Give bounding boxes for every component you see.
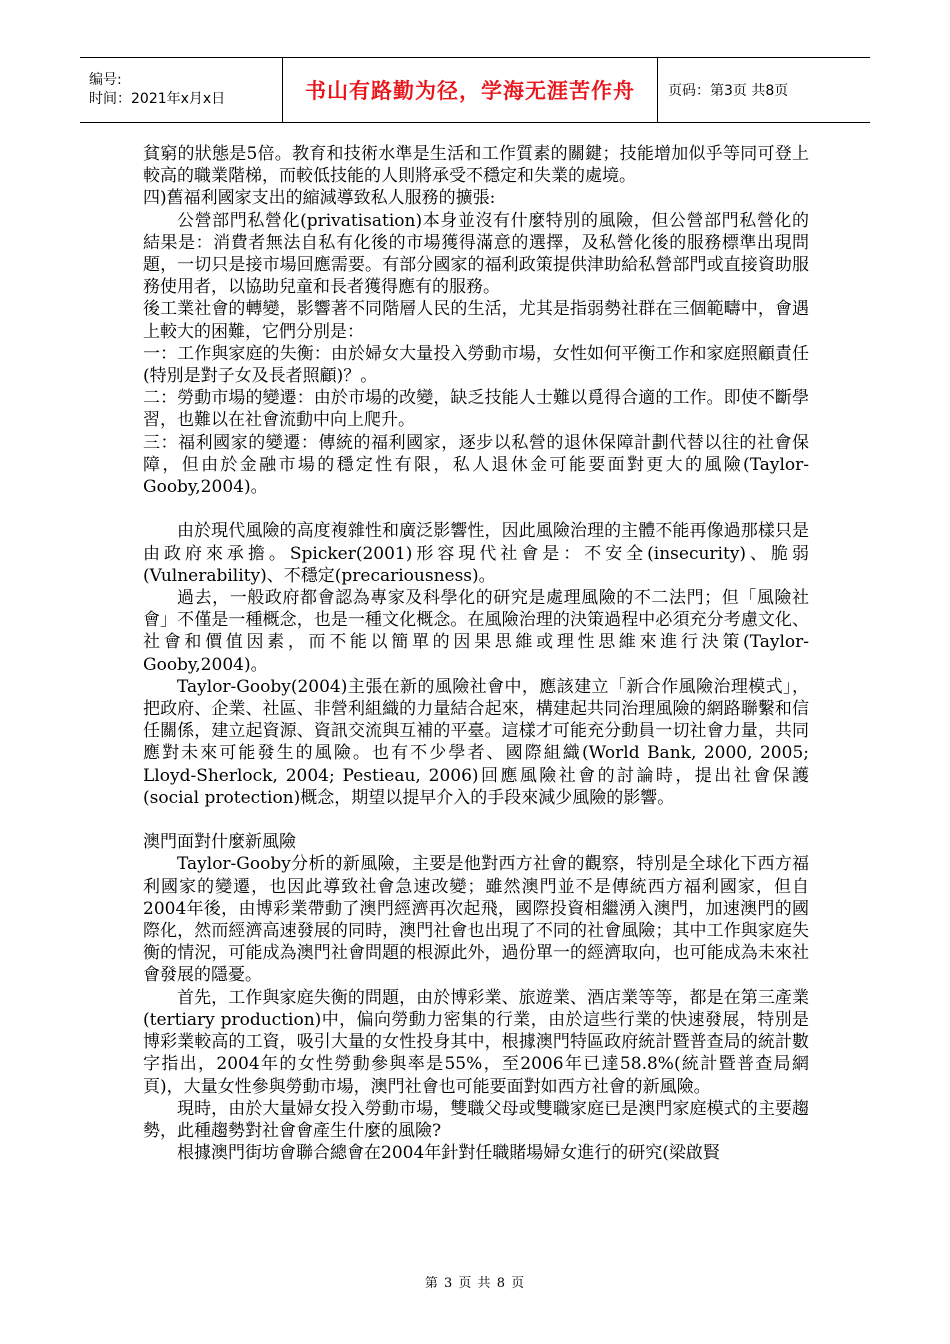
blank-line [143, 809, 809, 831]
body-paragraph: Taylor-Gooby分析的新風險，主要是他對西方社會的觀察，特別是全球化下西方福利國家的變遷，也因此導致社會急速改變；雖然澳門並不是傳統西方福利國家，但自2004年後，由博彩業帶動了澳門經濟再次起飛，國際投資相繼湧入澳門，加速澳門的國際化，然而經濟高速發展的同時，澳門社會也出現了不同的社會風險；其中工作與家庭失衡的情況，可能成為澳門社會問題的根源此外，過份單一的經濟取向，也可能成為未來社會發展的隱憂。 [143, 854, 809, 986]
header-page-info: 页码：第3页 共8页 [668, 83, 789, 99]
body-paragraph: 貧窮的狀態是5倍。教育和技術水準是生活和工作質素的關鍵；技能增加似乎等同可登上較高的職業階梯，而較低技能的人則將承受不穩定和失業的處境。 [143, 144, 809, 187]
body-paragraph: 現時，由於大量婦女投入勞動市場，雙職父母或雙職家庭已是澳門家庭模式的主要趨勢，此種趨勢對社會會產生什麼的風險? [143, 1098, 809, 1141]
document-body [143, 143, 809, 1164]
body-paragraph: 過去，一般政府都會認為專家及科學化的研究是處理風險的不二法門；但「風險社會」不僅是一種概念，也是一種文化概念。在風險治理的決策過程中必須充分考慮文化、社會和價值因素，而不能以簡單的因果思維或理性思維來進行決策(Taylor-Gooby,2004)。 [143, 588, 809, 675]
list-item: 二：勞動市場的變遷：由於市場的改變，缺乏技能人士難以覓得合適的工作。即使不斷學習，也難以在社會流動中向上爬升。 [143, 388, 809, 431]
document-number-label: 编号: [89, 72, 122, 88]
section-heading: 四)舊福利國家支出的縮減導致私人服務的擴張: [143, 188, 496, 209]
section-heading: 澳門面對什麼新風險 [143, 832, 296, 853]
body-paragraph: 後工業社會的轉變，影響著不同階層人民的生活，尤其是指弱勢社群在三個範疇中，會遇上較大的困難，它們分別是： [143, 299, 809, 342]
list-item: 一：工作與家庭的失衡：由於婦女大量投入勞動市場，女性如何平衡工作和家庭照顧責任(特別是對子女及長者照顧)？。 [143, 343, 809, 387]
page-header [80, 57, 870, 123]
blank-line [143, 498, 809, 520]
header-meta [80, 58, 282, 122]
list-item: 三：福利國家的變遷：傳統的福利國家，逐步以私營的退休保障計劃代替以往的社會保障，但由於金融市場的穩定性有限，私人退休金可能要面對更大的風險(Taylor-Gooby,2004)。 [143, 432, 809, 498]
header-motto: 书山有路勤为径，学海无涯苦作舟 [282, 58, 658, 122]
page-footer: 第 3 页 共 8 页 [424, 1276, 526, 1291]
body-paragraph: 公營部門私營化(privatisation)本身並沒有什麼特別的風險，但公營部門私營化的結果是：消費者無法自私有化後的市場獲得滿意的選擇，及私營化後的服務標準出現問題，一切只是接市場回應需要。有部分國家的福利政策提供津助給私營部門或直接資助服務使用者，以協助兒童和長者獲得應有的服務。 [143, 210, 809, 298]
document-time-label: 时间：2021年x月x日 [89, 91, 226, 107]
body-paragraph: Taylor-Gooby(2004)主張在新的風險社會中，應該建立「新合作風險治理模式」，把政府、企業、社區、非營利組織的力量結合起來，構建起共同治理風險的網路聯繫和信任關係，建立起資源、資訊交流與互補的平臺。這樣才可能充分動員一切社會力量，共同應對未來可能發生的風險。也有不少學者、國際組織(World Bank, 2000, 2005; Lloyd-Sherlock, 2004; Pestieau, 2006)回應風險社會的討論時，提出社會保護(social protection)概念，期望以提早介入的手段來減少風險的影響。 [143, 676, 809, 808]
body-paragraph: 根據澳門街坊會聯合總會在2004年針對任職賭場婦女進行的研究(梁啟賢 [177, 1143, 720, 1164]
body-paragraph: 由於現代風險的高度複雜性和廣泛影響性，因此風險治理的主體不能再像過那樣只是由政府來承擔。Spicker(2001)形容現代社會是：不安全(insecurity)、脆弱(Vulnerability)、不穩定(precariousness)。 [143, 521, 809, 586]
body-paragraph: 首先，工作與家庭失衡的問題，由於博彩業、旅遊業、酒店業等等，都是在第三產業(tertiary production)中，偏向勞動力密集的行業，由於這些行業的快速發展，特別是博彩業較高的工資，吸引大量的女性投身其中，根據澳門特區政府統計暨普查局的統計數字指出，2004年的女性勞動參與率是55%，至2006年已達58.8%(統計暨普查局網頁)，大量女性參與勞動市場，澳門社會也可能要面對如西方社會的新風險。 [143, 987, 809, 1097]
